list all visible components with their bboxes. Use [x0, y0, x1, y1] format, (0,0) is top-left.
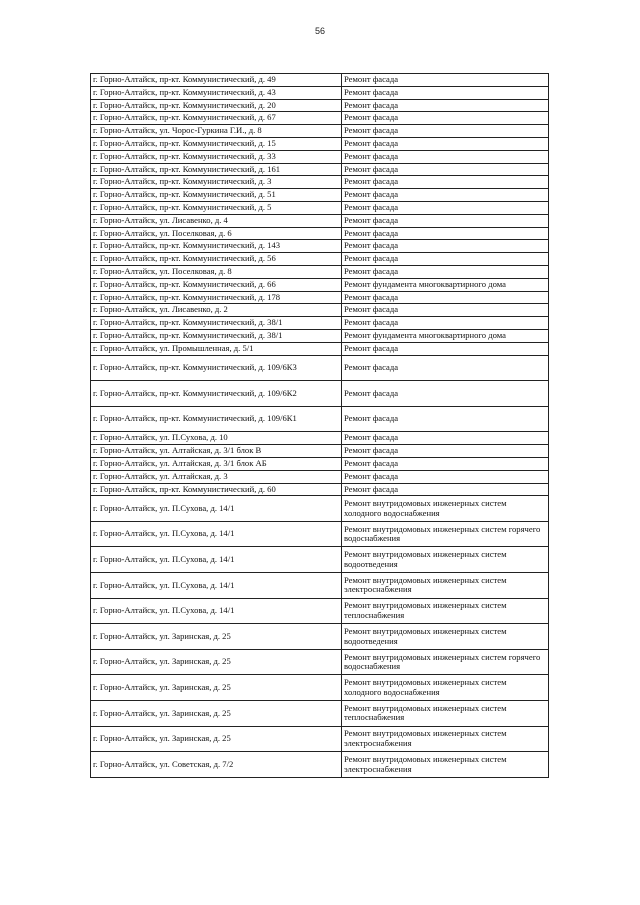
- address-cell: г. Горно-Алтайск, пр-кт. Коммунистический, д. 38/1: [91, 329, 342, 342]
- work-type-cell: Ремонт внутридомовых инженерных систем теплоснабжения: [342, 701, 549, 727]
- table-row: [91, 521, 549, 547]
- address-cell: г. Горно-Алтайск, ул. П.Сухова, д. 10: [91, 432, 342, 445]
- address-cell: г. Горно-Алтайск, ул. Поселковая, д. 6: [91, 227, 342, 240]
- address-cell: г. Горно-Алтайск, ул. Алтайская, д. 3: [91, 470, 342, 483]
- table-row: [91, 432, 549, 445]
- address-cell: г. Горно-Алтайск, пр-кт. Коммунистический, д. 15: [91, 137, 342, 150]
- table-row: [91, 176, 549, 189]
- address-cell: г. Горно-Алтайск, ул. Лисавенко, д. 4: [91, 214, 342, 227]
- table-row: [91, 291, 549, 304]
- table-row: [91, 304, 549, 317]
- address-cell: г. Горно-Алтайск, пр-кт. Коммунистический, д. 66: [91, 278, 342, 291]
- work-type-cell: Ремонт фасада: [342, 163, 549, 176]
- address-cell: г. Горно-Алтайск, ул. Советская, д. 7/2: [91, 752, 342, 778]
- work-type-cell: Ремонт фасада: [342, 189, 549, 202]
- work-type-cell: Ремонт фасада: [342, 150, 549, 163]
- address-cell: г. Горно-Алтайск, ул. Поселковая, д. 8: [91, 265, 342, 278]
- table-row: [91, 150, 549, 163]
- address-cell: г. Горно-Алтайск, пр-кт. Коммунистический, д. 143: [91, 240, 342, 253]
- table-row: [91, 649, 549, 675]
- table-row: [91, 329, 549, 342]
- table-row: [91, 547, 549, 573]
- work-type-cell: Ремонт внутридомовых инженерных систем горячего водоснабжения: [342, 649, 549, 675]
- page-number: 56: [314, 26, 325, 36]
- table-row: [91, 74, 549, 87]
- address-cell: г. Горно-Алтайск, пр-кт. Коммунистический, д. 60: [91, 483, 342, 496]
- works-table: [90, 73, 549, 778]
- work-type-cell: Ремонт фасада: [342, 470, 549, 483]
- table-row: [91, 189, 549, 202]
- address-cell: г. Горно-Алтайск, пр-кт. Коммунистический, д. 109/6К3: [91, 355, 342, 381]
- work-type-cell: Ремонт фасада: [342, 86, 549, 99]
- work-type-cell: Ремонт фасада: [342, 355, 549, 381]
- table-row: [91, 675, 549, 701]
- table-row: [91, 265, 549, 278]
- work-type-cell: Ремонт фундамента многоквартирного дома: [342, 329, 549, 342]
- work-type-cell: Ремонт фасада: [342, 483, 549, 496]
- address-cell: г. Горно-Алтайск, пр-кт. Коммунистический, д. 67: [91, 112, 342, 125]
- address-cell: г. Горно-Алтайск, пр-кт. Коммунистический, д. 51: [91, 189, 342, 202]
- address-cell: г. Горно-Алтайск, ул. Заринская, д. 25: [91, 649, 342, 675]
- address-cell: г. Горно-Алтайск, пр-кт. Коммунистический, д. 20: [91, 99, 342, 112]
- table-row: [91, 355, 549, 381]
- table-row: [91, 701, 549, 727]
- table-row: [91, 573, 549, 599]
- table-row: [91, 457, 549, 470]
- work-type-cell: Ремонт фасада: [342, 253, 549, 266]
- table-row: [91, 406, 549, 432]
- work-type-cell: Ремонт внутридомовых инженерных систем водоотведения: [342, 624, 549, 650]
- work-type-cell: Ремонт внутридомовых инженерных систем электроснабжения: [342, 752, 549, 778]
- address-cell: г. Горно-Алтайск, ул. П.Сухова, д. 14/1: [91, 573, 342, 599]
- address-cell: г. Горно-Алтайск, пр-кт. Коммунистический, д. 109/6К1: [91, 406, 342, 432]
- work-type-cell: Ремонт фасада: [342, 240, 549, 253]
- address-cell: г. Горно-Алтайск, пр-кт. Коммунистический, д. 178: [91, 291, 342, 304]
- address-cell: г. Горно-Алтайск, ул. Алтайская, д. 3/1 блок АБ: [91, 457, 342, 470]
- address-cell: г. Горно-Алтайск, ул. П.Сухова, д. 14/1: [91, 521, 342, 547]
- work-type-cell: Ремонт фасада: [342, 112, 549, 125]
- table-row: [91, 137, 549, 150]
- address-cell: г. Горно-Алтайск, ул. П.Сухова, д. 14/1: [91, 547, 342, 573]
- work-type-cell: Ремонт фасада: [342, 176, 549, 189]
- work-type-cell: Ремонт фасада: [342, 317, 549, 330]
- table-row: [91, 163, 549, 176]
- address-cell: г. Горно-Алтайск, ул. Чорос-Гуркина Г.И., д. 8: [91, 125, 342, 138]
- work-type-cell: Ремонт фасада: [342, 342, 549, 355]
- table-row: [91, 317, 549, 330]
- table-row: [91, 470, 549, 483]
- address-cell: г. Горно-Алтайск, ул. Заринская, д. 25: [91, 624, 342, 650]
- work-type-cell: Ремонт фундамента многоквартирного дома: [342, 278, 549, 291]
- work-type-cell: Ремонт фасада: [342, 406, 549, 432]
- work-type-cell: Ремонт внутридомовых инженерных систем теплоснабжения: [342, 598, 549, 624]
- work-type-cell: Ремонт фасада: [342, 125, 549, 138]
- table-row: [91, 125, 549, 138]
- address-cell: г. Горно-Алтайск, пр-кт. Коммунистический, д. 3: [91, 176, 342, 189]
- table-row: [91, 227, 549, 240]
- address-cell: г. Горно-Алтайск, ул. Алтайская, д. 3/1 блок В: [91, 445, 342, 458]
- work-type-cell: Ремонт внутридомовых инженерных систем горячего водоснабжения: [342, 521, 549, 547]
- address-cell: г. Горно-Алтайск, пр-кт. Коммунистический, д. 33: [91, 150, 342, 163]
- table-row: [91, 201, 549, 214]
- table-row: [91, 112, 549, 125]
- work-type-cell: Ремонт внутридомовых инженерных систем электроснабжения: [342, 573, 549, 599]
- table-row: [91, 624, 549, 650]
- table-row: [91, 752, 549, 778]
- address-cell: г. Горно-Алтайск, пр-кт. Коммунистический, д. 5: [91, 201, 342, 214]
- table-row: [91, 496, 549, 522]
- address-cell: г. Горно-Алтайск, ул. Промышленная, д. 5/1: [91, 342, 342, 355]
- works-table-body: [91, 74, 549, 778]
- table-row: [91, 240, 549, 253]
- table-row: [91, 726, 549, 752]
- address-cell: г. Горно-Алтайск, ул. Заринская, д. 25: [91, 726, 342, 752]
- work-type-cell: Ремонт фасада: [342, 99, 549, 112]
- address-cell: г. Горно-Алтайск, ул. Заринская, д. 25: [91, 675, 342, 701]
- address-cell: г. Горно-Алтайск, ул. Заринская, д. 25: [91, 701, 342, 727]
- address-cell: г. Горно-Алтайск, пр-кт. Коммунистический, д. 109/6К2: [91, 381, 342, 407]
- table-row: [91, 483, 549, 496]
- table-row: [91, 278, 549, 291]
- address-cell: г. Горно-Алтайск, ул. П.Сухова, д. 14/1: [91, 598, 342, 624]
- table-row: [91, 86, 549, 99]
- work-type-cell: Ремонт фасада: [342, 137, 549, 150]
- table-row: [91, 445, 549, 458]
- work-type-cell: Ремонт внутридомовых инженерных систем холодного водоснабжения: [342, 496, 549, 522]
- work-type-cell: Ремонт внутридомовых инженерных систем водоотведения: [342, 547, 549, 573]
- address-cell: г. Горно-Алтайск, пр-кт. Коммунистический, д. 56: [91, 253, 342, 266]
- work-type-cell: Ремонт фасада: [342, 445, 549, 458]
- work-type-cell: Ремонт фасада: [342, 265, 549, 278]
- work-type-cell: Ремонт фасада: [342, 74, 549, 87]
- work-type-cell: Ремонт фасада: [342, 457, 549, 470]
- work-type-cell: Ремонт фасада: [342, 304, 549, 317]
- address-cell: г. Горно-Алтайск, пр-кт. Коммунистический, д. 38/1: [91, 317, 342, 330]
- work-type-cell: Ремонт фасада: [342, 214, 549, 227]
- address-cell: г. Горно-Алтайск, пр-кт. Коммунистический, д. 161: [91, 163, 342, 176]
- address-cell: г. Горно-Алтайск, ул. Лисавенко, д. 2: [91, 304, 342, 317]
- address-cell: г. Горно-Алтайск, пр-кт. Коммунистический, д. 43: [91, 86, 342, 99]
- work-type-cell: Ремонт фасада: [342, 227, 549, 240]
- work-type-cell: Ремонт фасада: [342, 381, 549, 407]
- table-row: [91, 342, 549, 355]
- work-type-cell: Ремонт внутридомовых инженерных систем электроснабжения: [342, 726, 549, 752]
- address-cell: г. Горно-Алтайск, пр-кт. Коммунистический, д. 49: [91, 74, 342, 87]
- work-type-cell: Ремонт внутридомовых инженерных систем холодного водоснабжения: [342, 675, 549, 701]
- table-row: [91, 99, 549, 112]
- table-row: [91, 214, 549, 227]
- work-type-cell: Ремонт фасада: [342, 291, 549, 304]
- address-cell: г. Горно-Алтайск, ул. П.Сухова, д. 14/1: [91, 496, 342, 522]
- table-row: [91, 598, 549, 624]
- work-type-cell: Ремонт фасада: [342, 201, 549, 214]
- table-row: [91, 381, 549, 407]
- table-row: [91, 253, 549, 266]
- work-type-cell: Ремонт фасада: [342, 432, 549, 445]
